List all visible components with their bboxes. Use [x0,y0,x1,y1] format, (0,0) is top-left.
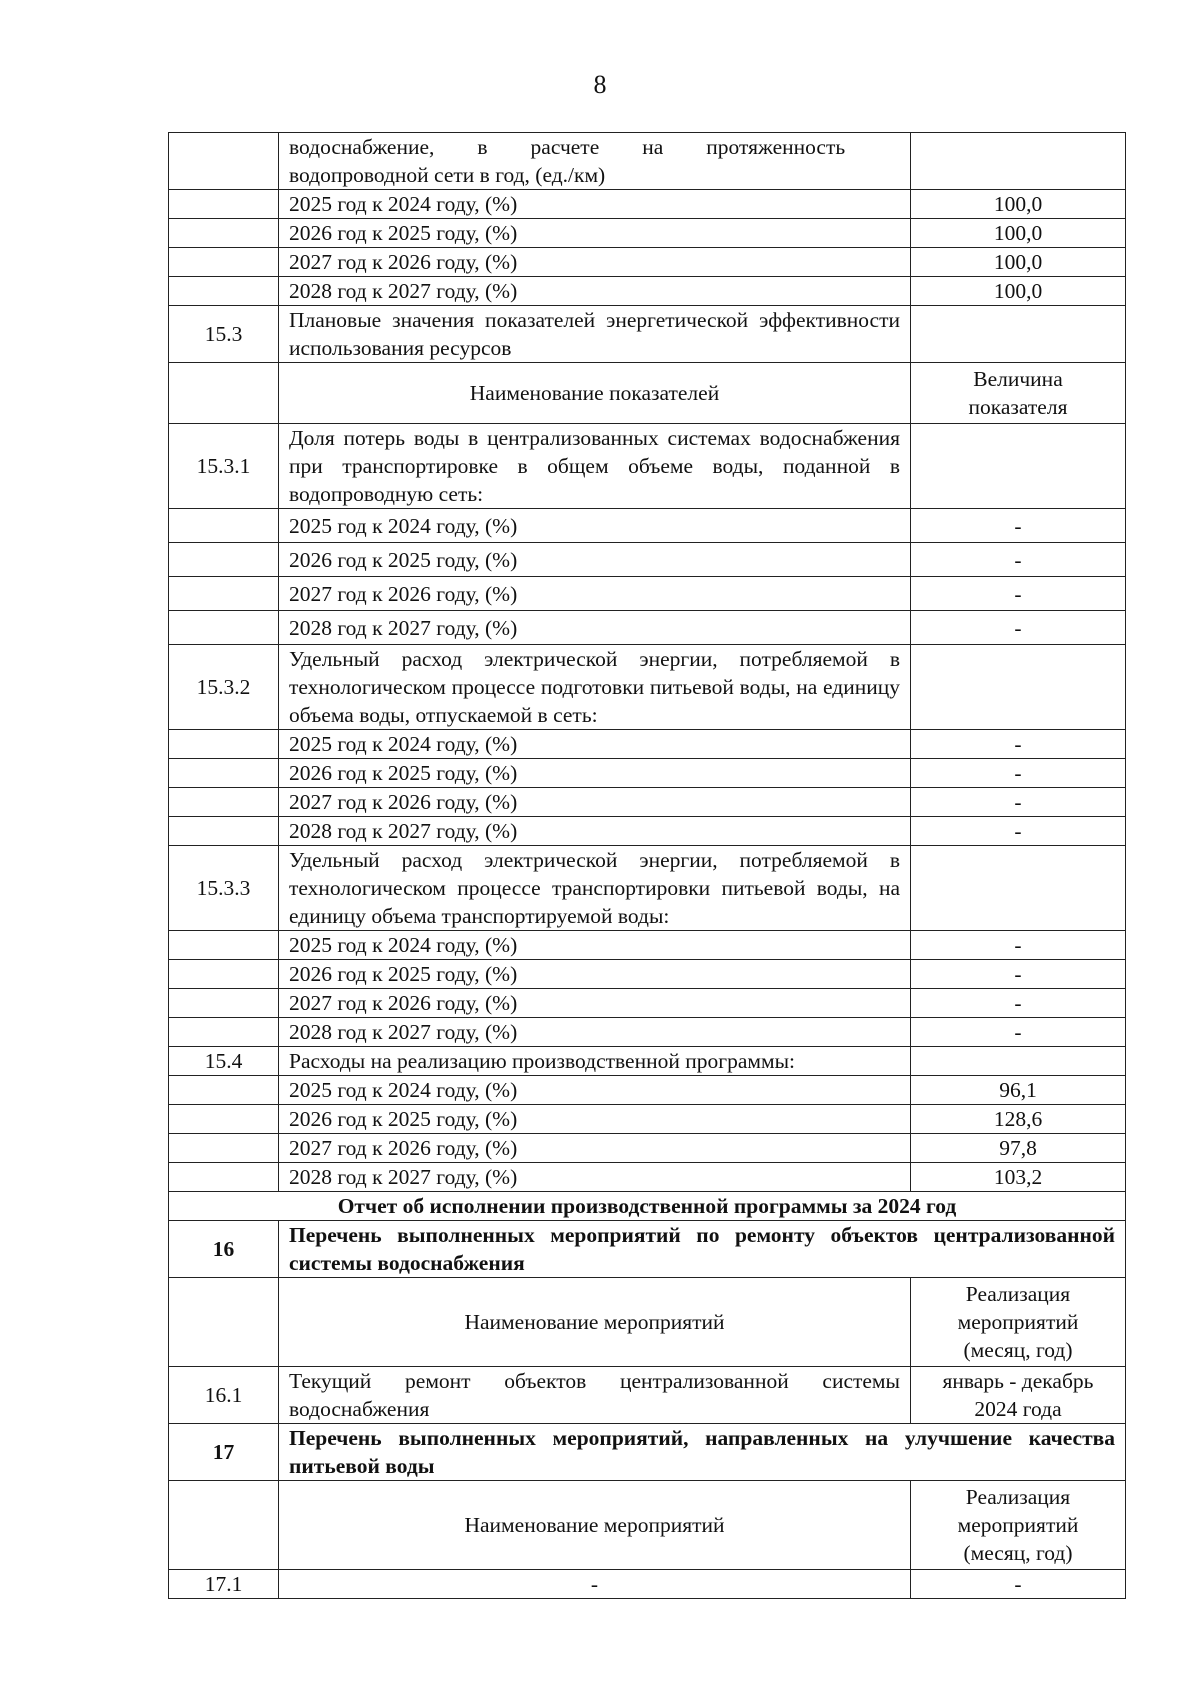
row-value: - [911,931,1126,960]
item-row [169,424,1126,509]
row-period: 2027 год к 2026 году, (%) [279,248,911,277]
section-row [169,1424,1126,1481]
row-period: 2026 год к 2025 году, (%) [279,543,911,577]
header-name: Наименование показателей [279,363,911,424]
row-period: 2027 год к 2026 году, (%) [279,788,911,817]
header-value: Величина показателя [911,363,1126,424]
row-value: 96,1 [911,1076,1126,1105]
item-title: Удельный расход электрической энергии, потребляемой в технологическом процессе подготовки питьевой воды, на единицу объема воды, отпускаемой в сеть: [279,645,911,730]
row-value: 100,0 [911,219,1126,248]
table-row [169,931,1126,960]
report-title: Отчет об исполнении производственной программы за 2024 год [169,1192,1126,1221]
row-period: 2028 год к 2027 году, (%) [279,1018,911,1047]
row-value [911,306,1126,363]
table-row [169,817,1126,846]
row-number [169,219,279,248]
row-value: 100,0 [911,248,1126,277]
row-number [169,1163,279,1192]
row-value [911,645,1126,730]
row-period: 2025 год к 2024 году, (%) [279,190,911,219]
item-row [169,846,1126,931]
row-number [169,989,279,1018]
table-row [169,509,1126,543]
row-text-line: водопроводной сети в год, (ед./км) [289,163,606,187]
row-number [169,730,279,759]
item-text: Текущий ремонт объектов централизованной системы водоснабжения [279,1367,911,1424]
row-number [169,611,279,645]
table-row [169,190,1126,219]
row-period: 2026 год к 2025 году, (%) [279,759,911,788]
header-number [169,1278,279,1367]
row-value [911,1047,1126,1076]
item-value: - [911,1570,1126,1599]
item-number: 15.4 [169,1047,279,1076]
item-number: 15.3.3 [169,846,279,931]
table-row [169,759,1126,788]
row-value: - [911,817,1126,846]
row-value: - [911,1018,1126,1047]
row-value: 103,2 [911,1163,1126,1192]
row-period: 2028 год к 2027 году, (%) [279,1163,911,1192]
table-row [169,577,1126,611]
header-number [169,1481,279,1570]
header-name: Наименование мероприятий [279,1481,911,1570]
row-period: 2025 год к 2024 году, (%) [279,509,911,543]
header-value: Реализация мероприятий (месяц, год) [911,1481,1126,1570]
table-row [169,543,1126,577]
row-period: 2025 год к 2024 году, (%) [279,1076,911,1105]
table-row [169,277,1126,306]
row-number [169,248,279,277]
row-number [169,931,279,960]
row-value: - [911,788,1126,817]
row-value: - [911,611,1126,645]
table-row [169,1105,1126,1134]
row-period: 2025 год к 2024 году, (%) [279,931,911,960]
section-title: Перечень выполненных мероприятий, направленных на улучшение качества питьевой воды [279,1424,1126,1481]
report-title-row [169,1192,1126,1221]
row-period: 2028 год к 2027 году, (%) [279,277,911,306]
table-row [169,1076,1126,1105]
row-period: 2026 год к 2025 году, (%) [279,960,911,989]
row-text [279,133,911,190]
item-value: январь - декабрь 2024 года [911,1367,1126,1424]
row-number [169,543,279,577]
table-row [169,960,1126,989]
page-number: 8 [593,70,607,99]
row-value [911,133,1126,190]
item-row [169,1367,1126,1424]
header-name: Наименование мероприятий [279,1278,911,1367]
item-row [169,1570,1126,1599]
item-number: 15.3.2 [169,645,279,730]
item-row [169,645,1126,730]
table-header-row [169,1481,1126,1570]
row-period: 2027 год к 2026 году, (%) [279,1134,911,1163]
table-row [169,1134,1126,1163]
row-period: 2027 год к 2026 году, (%) [279,577,911,611]
item-title: Расходы на реализацию производственной программы: [279,1047,911,1076]
table-row [169,133,1126,190]
table-row [169,1163,1126,1192]
row-period: 2028 год к 2027 году, (%) [279,817,911,846]
item-number: 16.1 [169,1367,279,1424]
row-value [911,424,1126,509]
row-value: - [911,509,1126,543]
row-value: 128,6 [911,1105,1126,1134]
row-number [169,1076,279,1105]
row-value: 100,0 [911,277,1126,306]
row-number [169,133,279,190]
section-title: Плановые значения показателей энергетической эффективности использования ресурсов [279,306,911,363]
row-number [169,1134,279,1163]
item-title: Доля потерь воды в централизованных системах водоснабжения при транспортировке в общем объеме воды, поданной в водопроводную сеть: [279,424,911,509]
section-row [169,306,1126,363]
item-number: 15.3.1 [169,424,279,509]
row-period: 2027 год к 2026 году, (%) [279,989,911,1018]
table-row [169,248,1126,277]
table-body [169,133,1126,1599]
section-title: Перечень выполненных мероприятий по ремонту объектов централизованной системы водоснабжения [279,1221,1126,1278]
table-row [169,1018,1126,1047]
table-row [169,788,1126,817]
row-number [169,509,279,543]
row-period: 2026 год к 2025 году, (%) [279,1105,911,1134]
row-period: 2028 год к 2027 году, (%) [279,611,911,645]
section-number: 15.3 [169,306,279,363]
row-number [169,190,279,219]
production-program-table [168,132,1126,1599]
table-row [169,611,1126,645]
table-header-row [169,363,1126,424]
row-number [169,577,279,611]
row-number [169,1105,279,1134]
item-number: 17.1 [169,1570,279,1599]
row-number [169,960,279,989]
table-row [169,219,1126,248]
row-number [169,759,279,788]
row-number [169,277,279,306]
item-title: Удельный расход электрической энергии, потребляемой в технологическом процессе транспортировки питьевой воды, на единицу объема транспортируемой воды: [279,846,911,931]
header-value: Реализация мероприятий (месяц, год) [911,1278,1126,1367]
section-number: 17 [169,1424,279,1481]
table-row [169,989,1126,1018]
row-value: - [911,543,1126,577]
row-text-line: водоснабжение, в расчете на протяженность [289,135,846,159]
table-row [169,730,1126,759]
table-header-row [169,1278,1126,1367]
row-period: 2025 год к 2024 году, (%) [279,730,911,759]
row-number [169,788,279,817]
row-number [169,1018,279,1047]
row-value: - [911,989,1126,1018]
row-number [169,817,279,846]
row-value: 97,8 [911,1134,1126,1163]
item-row [169,1047,1126,1076]
header-number [169,363,279,424]
row-value [911,846,1126,931]
row-value: - [911,577,1126,611]
row-value: 100,0 [911,190,1126,219]
item-text: - [279,1570,911,1599]
row-value: - [911,960,1126,989]
section-row [169,1221,1126,1278]
row-value: - [911,759,1126,788]
row-value: - [911,730,1126,759]
row-period: 2026 год к 2025 году, (%) [279,219,911,248]
section-number: 16 [169,1221,279,1278]
